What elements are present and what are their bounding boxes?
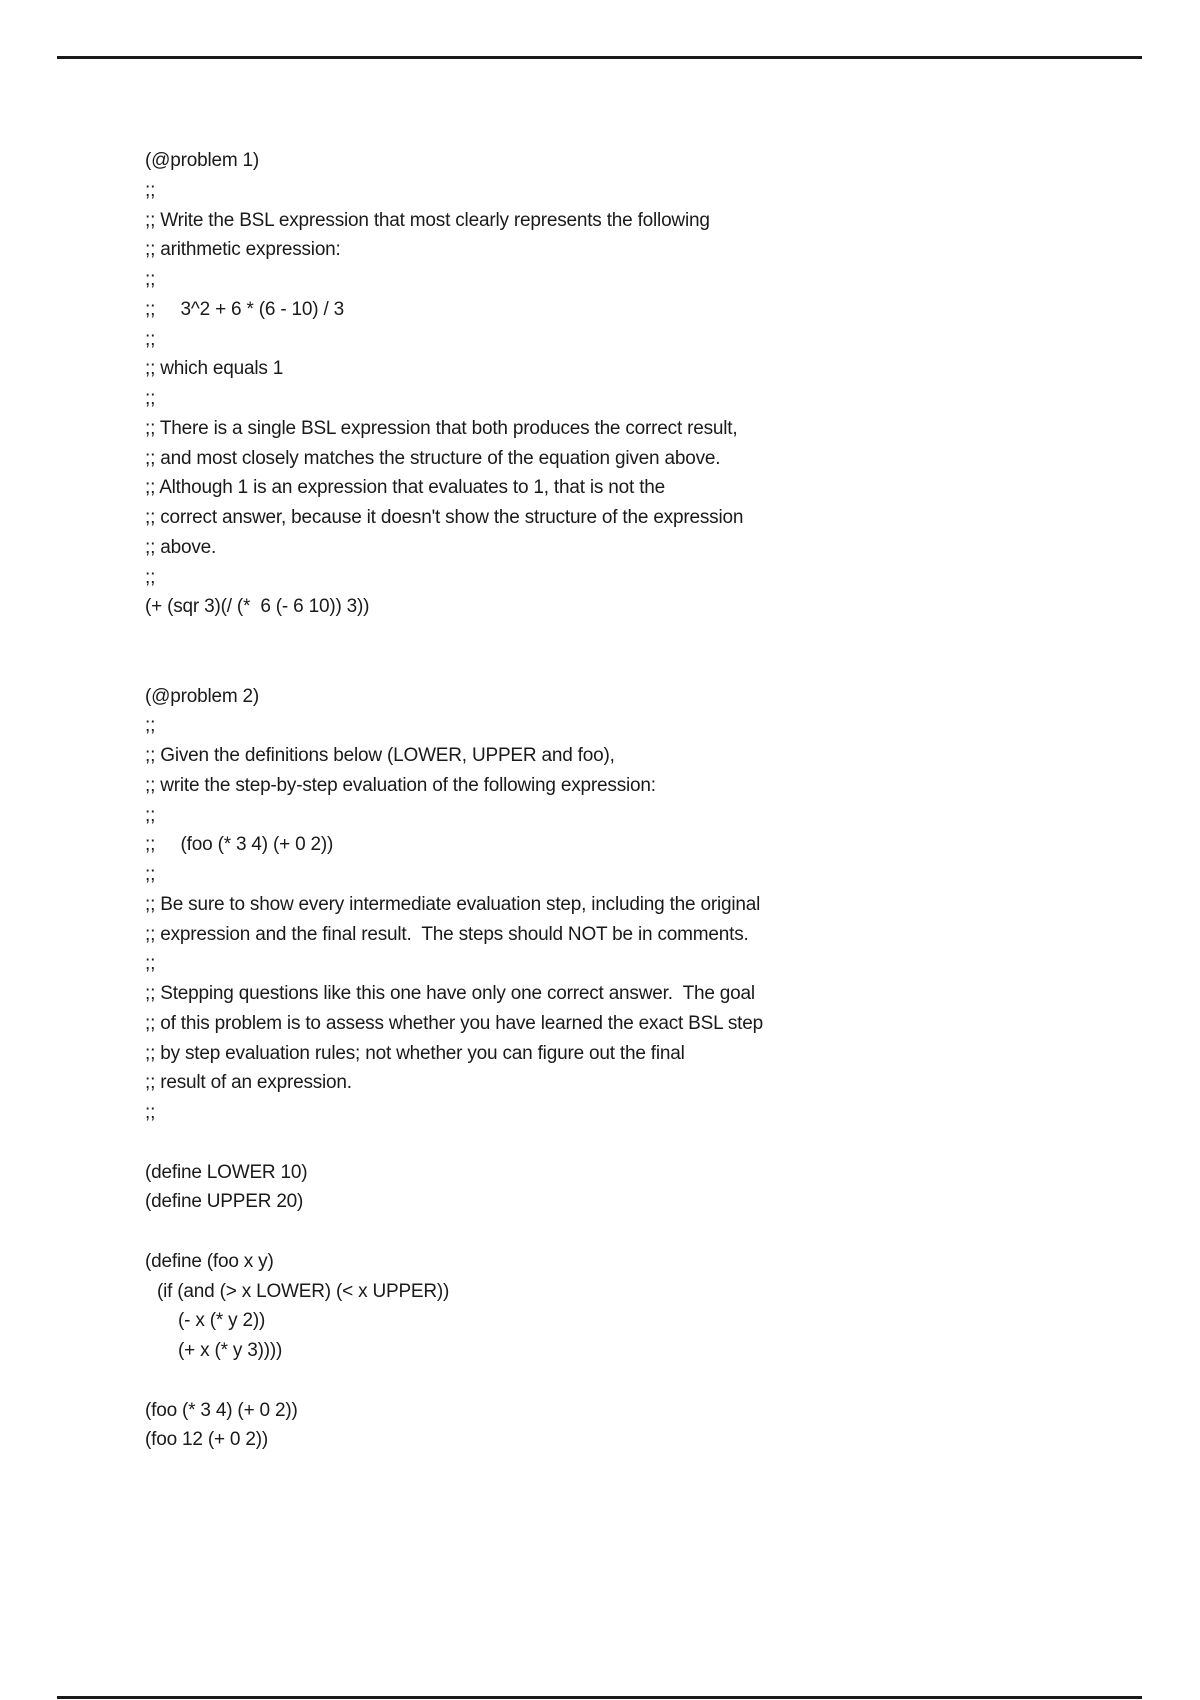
blank-line <box>145 652 1105 682</box>
code-line: (define UPPER 20) <box>145 1191 304 1213</box>
blank-line <box>145 1366 1105 1396</box>
comment-line: ;; <box>145 864 156 885</box>
comment-line: ;; <box>145 566 156 588</box>
comment-line: ;; <box>145 804 156 826</box>
comment-line: ;; and most closely matches the structure of the equation given above. <box>145 447 721 469</box>
code-line: (define (foo x y) <box>145 1250 274 1272</box>
comment-line: ;; 3^2 + 6 * (6 - 10) / 3 <box>145 298 345 320</box>
comment-line: ;; <box>145 953 156 975</box>
blank-line <box>145 622 1105 652</box>
comment-line: ;; <box>145 269 156 290</box>
comment-line: ;; Write the BSL expression that most clearly represents the following <box>145 209 710 231</box>
blank-line <box>145 1128 1105 1158</box>
comment-line: ;; write the step-by-step evaluation of the following expression: <box>145 774 656 796</box>
comment-line: ;; <box>145 1102 156 1123</box>
comment-line: ;; by step evaluation rules; not whether you can figure out the final <box>145 1042 685 1064</box>
code-line: (+ x (* y 3)))) <box>178 1340 283 1361</box>
code-line: (+ (sqr 3)(/ (* 6 (- 6 10)) 3)) <box>145 596 370 618</box>
comment-line: ;; of this problem is to assess whether you have learned the exact BSL step <box>145 1012 763 1034</box>
code-line: (define LOWER 10) <box>145 1161 308 1183</box>
comment-line: ;; Although 1 is an expression that evaluates to 1, that is not the <box>145 477 666 499</box>
code-line: (- x (* y 2)) <box>178 1310 266 1332</box>
footer-rule <box>57 1696 1142 1699</box>
comment-line: ;; (foo (* 3 4) (+ 0 2)) <box>145 834 334 856</box>
blank-line <box>145 1217 1105 1247</box>
comment-line: ;; <box>145 328 156 350</box>
comment-line: ;; <box>145 715 156 737</box>
comment-line: ;; Stepping questions like this one have only one correct answer. The goal <box>145 983 755 1004</box>
comment-line: ;; correct answer, because it doesn't show the structure of the expression <box>145 507 744 528</box>
code-line: (if (and (> x LOWER) (< x UPPER)) <box>157 1280 450 1302</box>
comment-line: ;; Be sure to show every intermediate evaluation step, including the original <box>145 893 761 915</box>
comment-line: ;; There is a single BSL expression that both produces the correct result, <box>145 417 738 439</box>
comment-line: ;; <box>145 179 156 201</box>
comment-line: ;; above. <box>145 536 217 558</box>
code-document <box>145 146 1105 1455</box>
code-line: (@problem 1) <box>145 150 260 171</box>
comment-line: ;; expression and the final result. The steps should NOT be in comments. <box>145 923 749 945</box>
code-line: (foo (* 3 4) (+ 0 2)) <box>145 1399 298 1421</box>
code-line: (foo 12 (+ 0 2)) <box>145 1429 268 1451</box>
comment-line: ;; Given the definitions below (LOWER, UPPER and foo), <box>145 745 615 766</box>
header-rule <box>57 56 1142 59</box>
comment-line: ;; <box>145 388 156 409</box>
code-line: (@problem 2) <box>145 685 260 707</box>
comment-line: ;; result of an expression. <box>145 1072 352 1094</box>
comment-line: ;; which equals 1 <box>145 358 284 380</box>
comment-line: ;; arithmetic expression: <box>145 239 341 261</box>
